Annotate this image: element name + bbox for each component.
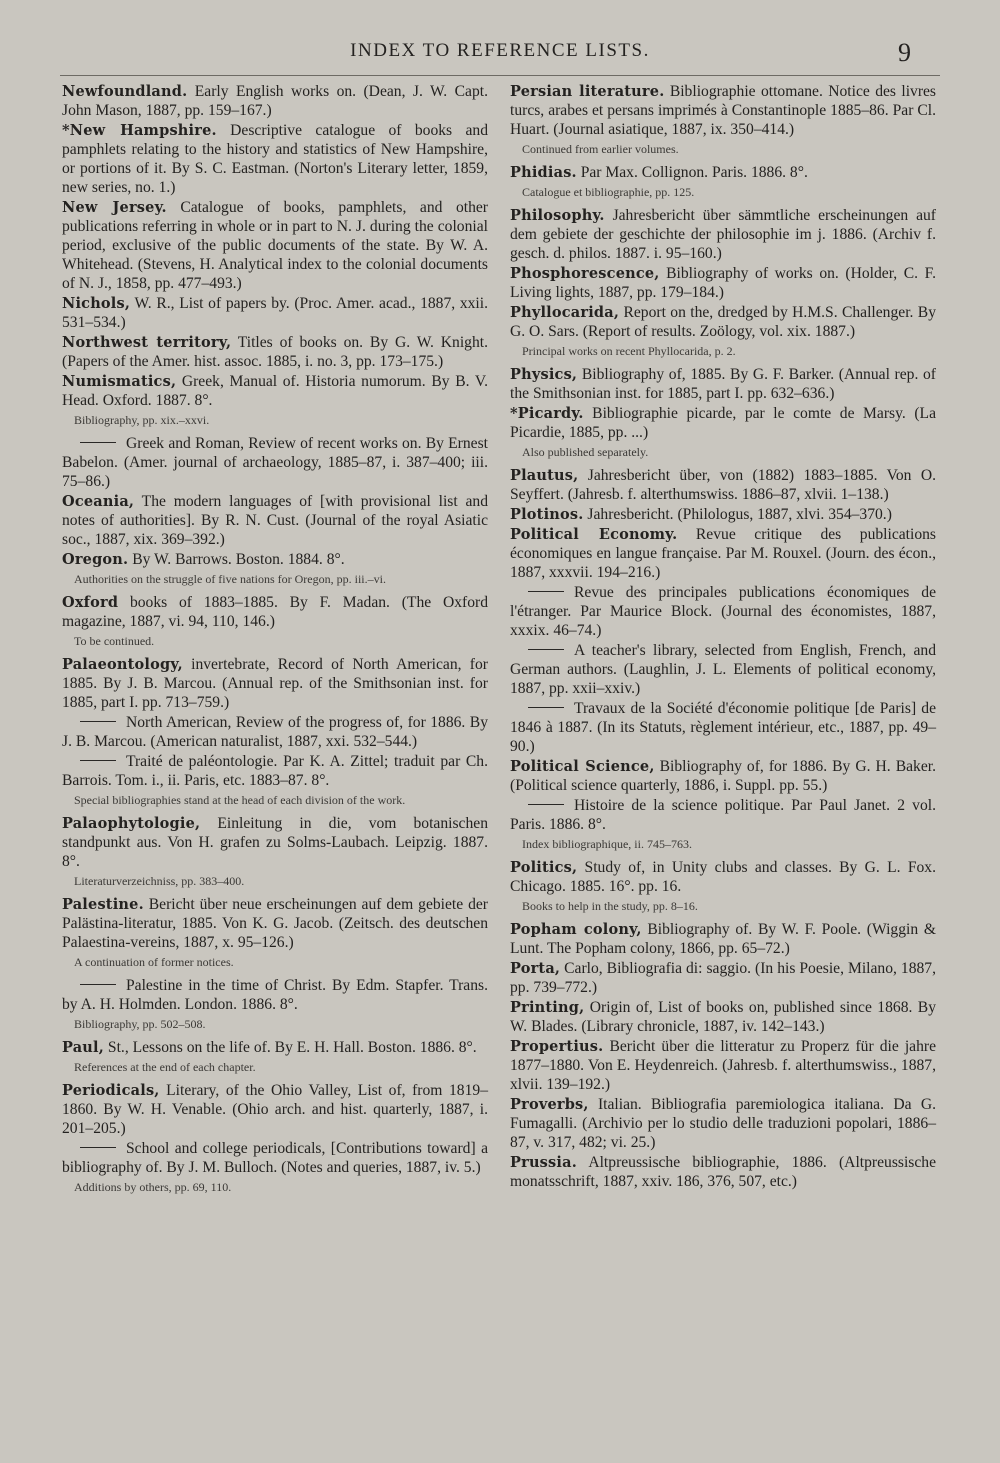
entry-note: Catalogue et bibliographie, pp. 125. — [522, 185, 695, 199]
entry-text: North American, Review of the progress of, for 1886. By J. B. Marcou. (American naturalist, 1887, xxi. 532–544.) — [62, 714, 488, 750]
entry-note: Continued from earlier volumes. — [522, 142, 679, 156]
entry-text: Literary, of the Ohio Valley, List of, from 1819–1860. By W. H. Venable. (Ohio arch. and hist. quarterly, 1887, i. 201–205.) — [62, 1082, 488, 1137]
entry-text: Carlo, Bibliografia di: saggio. (In his Poesie, Milano, 1887, pp. 739–772.) — [510, 960, 936, 996]
ditto-dash — [80, 1147, 116, 1148]
entry-text: Early English works on. (Dean, J. W. Capt. John Mason, 1887, pp. 159–167.) — [62, 83, 488, 119]
ditto-dash — [528, 591, 564, 592]
index-entry — [510, 796, 936, 834]
entry-text: Descriptive catalogue of books and pamphlets relating to the history and statistics of New Hampshire, or portions of it. By S. C. Eastman. (Norton's Literary letter, 1859, new series, no. 1.) — [62, 122, 489, 196]
entry-note: Also published separately. — [522, 445, 649, 459]
index-entry — [510, 583, 936, 640]
entry-note: References at the end of each chapter. — [74, 1060, 256, 1074]
index-entry — [62, 372, 488, 410]
entry-note: Additions by others, pp. 69, 110. — [74, 1180, 232, 1194]
ditto-dash — [528, 707, 564, 708]
entry-heading: Oregon. — [62, 551, 129, 568]
entry-text: Revue des principales publications économiques de l'étranger. Par Maurice Block. (Journal des économistes, 1887, xxxix. 46–74.) — [510, 584, 936, 639]
entry-heading: Phidias. — [510, 164, 577, 181]
index-entry — [510, 525, 936, 582]
entry-note: To be continued. — [74, 634, 155, 648]
left-column — [62, 82, 488, 1201]
entry-text: Jahresbericht. (Philologus, 1887, xlvi. 354–370.) — [583, 506, 892, 523]
index-entry — [510, 757, 936, 795]
index-entry — [62, 82, 488, 120]
entry-text: Italian. Bibliografia paremiologica italiana. Da G. Fumagalli. (Archivio per lo studio delle traduzioni popolari, 1886–87, v. 317, 482; vi. 25.) — [510, 1096, 936, 1151]
index-entry — [510, 82, 936, 139]
index-entry — [510, 858, 936, 896]
index-entry — [62, 593, 488, 631]
ditto-dash — [80, 760, 116, 761]
entry-text: Palestine in the time of Christ. By Edm. Stapfer. Trans. by A. H. Holmden. London. 1886. 8°. — [62, 977, 488, 1013]
entry-text: Bibliographie picarde, par le comte de Marsy. (La Picardie, 1885, pp. ...) — [510, 405, 936, 441]
index-entry — [62, 895, 488, 952]
entry-heading: Oceania, — [62, 493, 135, 510]
index-entry — [62, 294, 488, 332]
entry-text: Greek and Roman, Review of recent works on. By Ernest Babelon. (Amer. journal of archaeology, 1885–87, i. 387–400; iii. 75–86.) — [62, 435, 488, 490]
entry-note: Literaturverzeichniss, pp. 383–400. — [74, 874, 245, 888]
index-entry — [510, 163, 936, 182]
entry-heading: Palaeontology, — [62, 656, 183, 673]
entry-text: Jahresbericht über sämmtliche erscheinungen auf dem gebiete der geschichte der philosophie im j. 1886. (Archiv f. gesch. d. philos. 1887. i. 95–160.) — [510, 207, 936, 262]
entry-heading: Periodicals, — [62, 1082, 160, 1099]
entry-note: Special bibliographies stand at the head of each division of the work. — [74, 793, 406, 807]
entry-note: A continuation of former notices. — [74, 955, 234, 969]
entry-heading: Numismatics, — [62, 373, 177, 390]
header-rule — [60, 75, 940, 76]
index-entry — [510, 466, 936, 504]
entry-text: Greek, Manual of. Historia numorum. By B. V. Head. Oxford. 1887. 8°. — [62, 373, 488, 409]
index-entry — [510, 206, 936, 263]
index-entry — [62, 1139, 488, 1177]
index-entry — [62, 713, 488, 751]
entry-heading: Plotinos. — [510, 506, 584, 523]
entry-text: Report on the, dredged by H.M.S. Challenger. By G. O. Sars. (Report of results. Zoölogy, vol. xix. 1887.) — [510, 304, 936, 340]
entry-heading: *New Hampshire. — [62, 122, 217, 139]
entry-text: Par Max. Collignon. Paris. 1886. 8°. — [576, 164, 808, 181]
entry-heading: Nichols, — [62, 295, 131, 312]
entry-text: Bibliography of, 1885. By G. F. Barker. (Annual rep. of the Smithsonian inst. for 1885, part I. pp. 632–636.) — [510, 366, 936, 402]
entry-heading: Prussia. — [510, 1154, 577, 1171]
entry-text: books of 1883–1885. By F. Madan. (The Oxford magazine, 1887, vi. 94, 110, 146.) — [62, 594, 488, 630]
ditto-dash — [80, 442, 116, 443]
entry-text: Titles of books on. By G. W. Knight. (Papers of the Amer. hist. assoc. 1885, i. no. 3, pp. 173–175.) — [62, 334, 488, 370]
entry-text: By W. Barrows. Boston. 1884. 8°. — [128, 551, 345, 568]
index-entry — [62, 492, 488, 549]
index-entry — [62, 434, 488, 491]
index-entry — [62, 1038, 488, 1057]
index-entry — [510, 959, 936, 997]
entry-text: Study of, in Unity clubs and classes. By G. L. Fox. Chicago. 1885. 16°. pp. 16. — [510, 859, 936, 895]
entry-heading: Oxford — [62, 594, 119, 611]
entry-note: Bibliography, pp. 502–508. — [74, 1017, 206, 1031]
index-entry — [510, 920, 936, 958]
index-entry — [510, 699, 936, 756]
entry-text: Traité de paléontologie. Par K. A. Zittel; traduit par Ch. Barrois. Tom. i., ii. Paris, etc. 1883–87. 8°. — [62, 753, 488, 789]
entry-note: Books to help in the study, pp. 8–16. — [522, 899, 698, 913]
entry-text: W. R., List of papers by. (Proc. Amer. acad., 1887, xxii. 531–534.) — [62, 295, 488, 331]
index-entry — [62, 1081, 488, 1138]
index-entry — [510, 505, 936, 524]
entry-heading: Plautus, — [510, 467, 579, 484]
entry-heading: *Picardy. — [510, 405, 584, 422]
entry-heading: Philosophy. — [510, 207, 605, 224]
index-entry — [510, 1153, 936, 1191]
running-title: INDEX TO REFERENCE LISTS. — [350, 40, 650, 61]
entry-text: Bibliographie ottomane. Notice des livres turcs, arabes et persans imprimés à Constantinople 1885–86. Par Cl. Huart. (Journal asiatique, 1887, ix. 350–414.) — [510, 83, 937, 138]
index-entry — [62, 814, 488, 871]
right-column — [510, 82, 936, 1192]
entry-text: invertebrate, Record of North American, for 1885. By J. B. Marcou. (Annual rep. of the Smithsonian inst. for 1885, part I. pp. 713–759.) — [62, 656, 488, 711]
entry-text: St., Lessons on the life of. By E. H. Hall. Boston. 1886. 8°. — [104, 1039, 477, 1056]
entry-heading: Popham colony, — [510, 921, 642, 938]
index-entry — [62, 198, 488, 293]
entry-text: Bibliography of, for 1886. By G. H. Baker. (Political science quarterly, 1886, i. Suppl. pp. 55.) — [510, 758, 936, 794]
entry-heading: Newfoundland. — [62, 83, 188, 100]
entry-heading: Printing, — [510, 999, 585, 1016]
entry-heading: Propertius. — [510, 1038, 604, 1055]
entry-heading: Palaophytologie, — [62, 815, 201, 832]
entry-heading: Palestine. — [62, 896, 144, 913]
entry-heading: New Jersey. — [62, 199, 167, 216]
entry-heading: Politics, — [510, 859, 578, 876]
entry-text: Revue critique des publications économiques en langue française. Par M. Rouxel. (Journ. des écon., 1887, xxxvii. 194–216.) — [510, 526, 936, 581]
index-entry — [62, 655, 488, 712]
index-entry — [510, 641, 936, 698]
entry-note: Index bibliographique, ii. 745–763. — [522, 837, 692, 851]
entry-text: A teacher's library, selected from English, French, and German authors. (Laughlin, J. L. Elements of political economy, 1887, pp. xxii–xxiv.) — [510, 642, 936, 697]
entry-text: Jahresbericht über, von (1882) 1883–1885. Von O. Seyffert. (Jahresb. f. alterthumswiss. 1886–87, xlvii. 1–138.) — [510, 467, 936, 503]
entry-heading: Political Science, — [510, 758, 655, 775]
entry-text: Bibliography of. By W. F. Poole. (Wiggin & Lunt. The Popham colony, 1866, pp. 65–72.) — [510, 921, 936, 957]
entry-heading: Northwest territory, — [62, 334, 232, 351]
page-number: 9 — [898, 38, 911, 67]
index-entry — [510, 1095, 936, 1152]
entry-text: The modern languages of [with provisional list and notes of authorities]. By R. N. Cust. (Journal of the royal Asiatic soc., 1887, xix. 369–392.) — [62, 493, 488, 548]
entry-text: Bericht über die litteratur zu Properz für die jahre 1877–1880. Von E. Heydenreich. (Jahresb. f. alterthumswiss., 1887, xlvii. 139–192.) — [510, 1038, 936, 1093]
entry-note: Authorities on the struggle of five nations for Oregon, pp. iii.–vi. — [74, 572, 386, 586]
index-entry — [62, 550, 488, 569]
entry-heading: Persian literature. — [510, 83, 665, 100]
entry-heading: Porta, — [510, 960, 561, 977]
index-entry — [510, 264, 936, 302]
index-entry — [510, 404, 936, 442]
ditto-dash — [80, 721, 116, 722]
entry-heading: Political Economy. — [510, 526, 678, 543]
index-entry — [510, 303, 936, 341]
ditto-dash — [528, 804, 564, 805]
entry-heading: Phosphorescence, — [510, 265, 660, 282]
index-entry — [62, 121, 488, 197]
entry-heading: Physics, — [510, 366, 578, 383]
entry-text: Origin of, List of books on, published since 1868. By W. Blades. (Library chronicle, 1887, iv. 142–143.) — [510, 999, 936, 1035]
entry-text: Histoire de la science politique. Par Paul Janet. 2 vol. Paris. 1886. 8°. — [510, 797, 936, 833]
entry-heading: Proverbs, — [510, 1096, 589, 1113]
entry-text: Altpreussische bibliographie, 1886. (Altpreussische monatsschrift, 1887, xxiv. 186, 376, 507, etc.) — [510, 1154, 936, 1190]
index-entry — [62, 333, 488, 371]
entry-text: School and college periodicals, [Contributions toward] a bibliography of. By J. M. Bulloch. (Notes and queries, 1887, iv. 5.) — [62, 1140, 488, 1176]
entry-heading: Paul, — [62, 1039, 105, 1056]
ditto-dash — [80, 984, 116, 985]
ditto-dash — [528, 649, 564, 650]
entry-note: Bibliography, pp. xix.–xxvi. — [74, 413, 210, 427]
index-entry — [62, 976, 488, 1014]
index-entry — [62, 752, 488, 790]
entry-note: Principal works on recent Phyllocarida, p. 2. — [522, 344, 736, 358]
index-entry — [510, 1037, 936, 1094]
entry-text: Catalogue of books, pamphlets, and other publications referring in whole or in part to N. J. during the colonial period, exclusive of the public documents of the state. By W. A. Whitehead. (Stevens, H. Analytical index to the colonial documents of N. J., 1858, pp. 477–493.) — [62, 199, 488, 292]
entry-text: Bibliography of works on. (Holder, C. F. Living lights, 1887, pp. 179–184.) — [510, 265, 936, 301]
entry-heading: Phyllocarida, — [510, 304, 620, 321]
entry-text: Einleitung in die, vom botanischen standpunkt aus. Von H. grafen zu Solms-Laubach. Leipzig. 1887. 8°. — [62, 815, 488, 870]
index-entry — [510, 365, 936, 403]
entry-text: Travaux de la Société d'économie politique [de Paris] de 1846 à 1887. (In its Statuts, règlement intérieur, etc., 1887, pp. 49–90.) — [510, 700, 936, 755]
entry-text: Bericht über neue erscheinungen auf dem gebiete der Palästina-literatur, 1885. Von K. G. Jacob. (Zeitsch. des deutschen Palaestina-vereins, 1887, x. 95–126.) — [62, 896, 488, 951]
index-entry — [510, 998, 936, 1036]
